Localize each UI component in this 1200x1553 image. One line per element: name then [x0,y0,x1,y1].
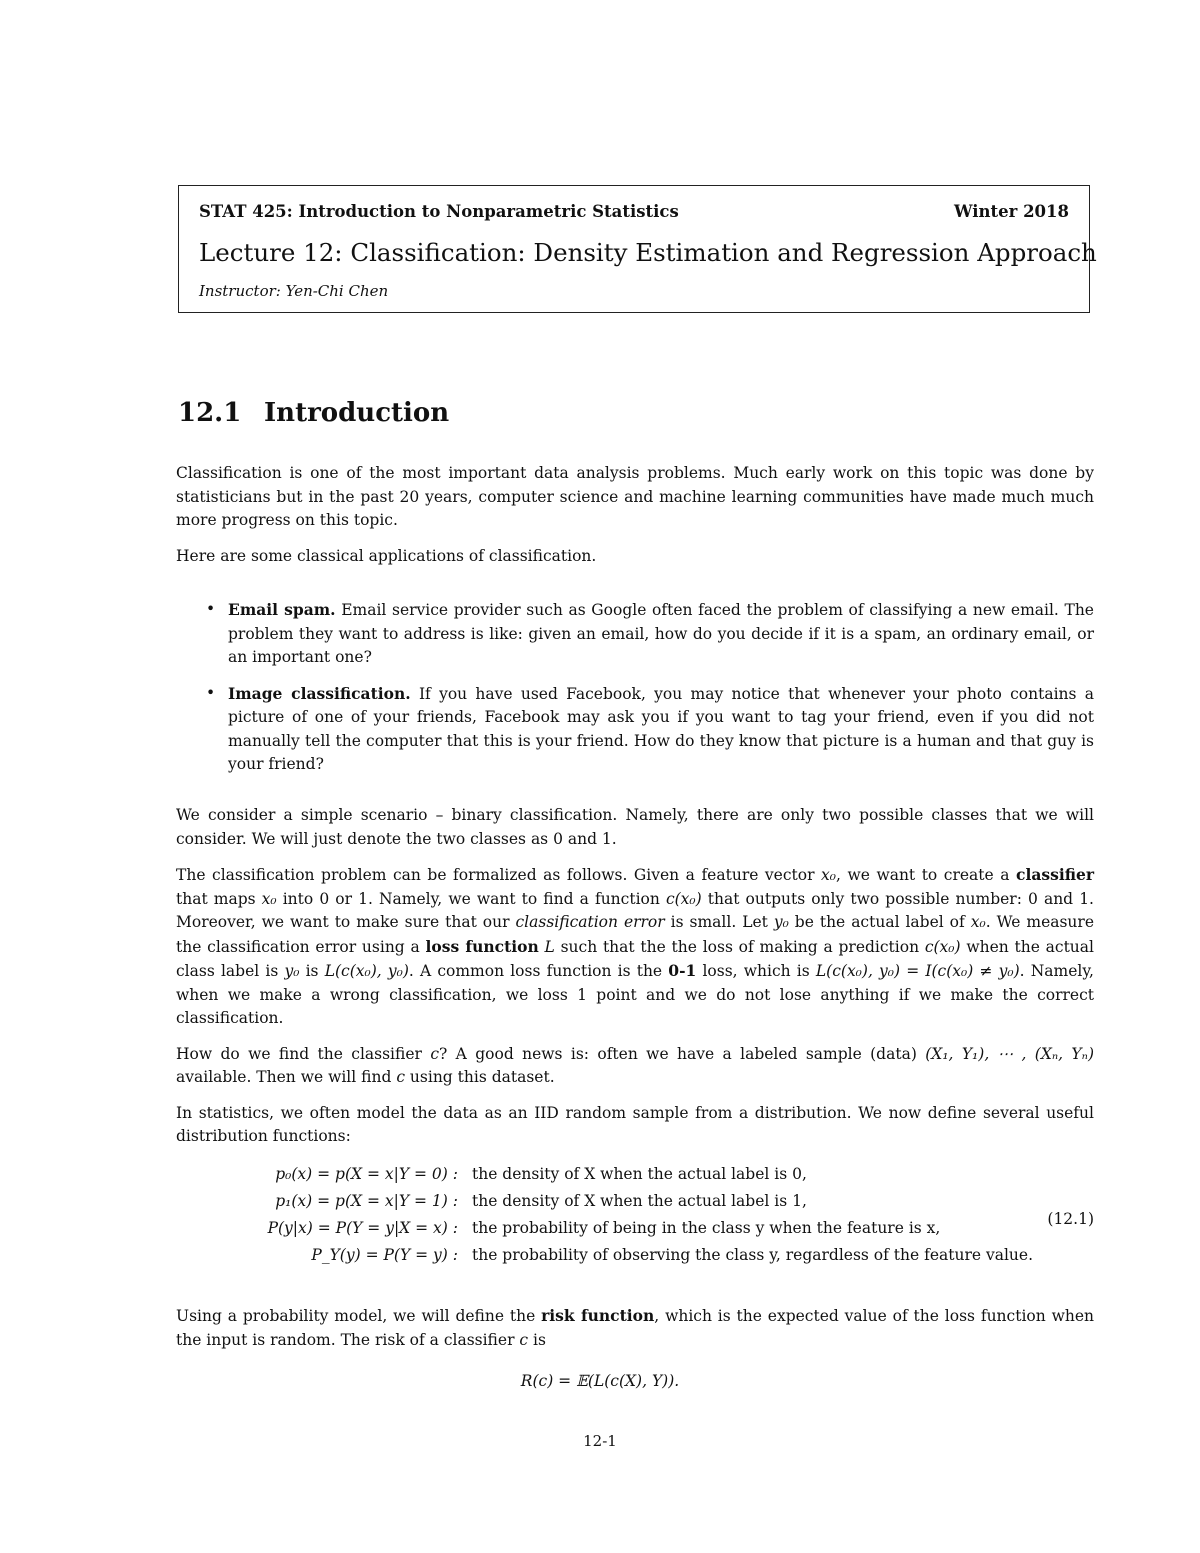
course-title: STAT 425: Introduction to Nonparametric Statistics [199,202,679,221]
risk-equation: R(c) = 𝔼(L(c(X), Y)). [520,1372,680,1390]
paragraph-risk: Using a probability model, we will define the risk function, which is the expected value of the loss function when the input is random. The risk of a classifier c is [176,1306,1094,1349]
equation-rhs: the probability of being in the class y when the feature is x, [472,1219,941,1237]
equation-lhs: p₁(x) = p(X = x|Y = 1) : [275,1192,458,1210]
paragraph-applications: Here are some classical applications of classification. [176,546,597,565]
section-number: 12.1 [178,398,242,428]
equation-row [176,1216,940,1240]
equation-lhs: P(y|x) = P(Y = y|X = x) : [267,1219,458,1237]
instructor-line: Instructor: Yen-Chi Chen [199,282,389,300]
bullet-icon: • [206,600,216,618]
paragraph-intro: Classification is one of the most important data analysis problems. Much early work on this topic was done by statisticians but in the past 20 years, computer science and machine learning communities have made much much more progress on this topic. [176,464,1094,529]
equation-lhs: P_Y(y) = P(Y = y) : [311,1246,458,1264]
equation-number: (12.1) [1047,1210,1094,1228]
bullet-text: If you have used Facebook, you may notice that whenever your photo contains a picture of one of your friends, Facebook may ask you if you want to tag your friend, even if you did not manually tell the computer that this is your friend. How do they know that picture is a human and that guy is your friend? [228,684,1094,773]
section-title: Introduction [264,398,450,428]
equation-row [176,1162,807,1186]
equation-row [176,1189,807,1213]
list-item [206,682,1094,777]
equation-rhs: the density of X when the actual label is 1, [472,1192,807,1210]
paragraph-distributions: In statistics, we often model the data as an IID random sample from a distribution. We now define several useful distribution functions: [176,1103,1094,1145]
risk-paragraph [176,1304,1094,1364]
equation-block [176,1162,1094,1270]
lecture-header-box [178,185,1097,313]
term-label: Winter 2018 [954,202,1069,221]
page-number: 12-1 [583,1432,617,1450]
section-heading [178,398,449,428]
applications-list [206,598,1094,789]
paragraph-binary: We consider a simple scenario – binary classification. Namely, there are only two possible classes that we will consider. We will just denote the two classes as 0 and 1. [176,806,1094,848]
equation-rhs: the probability of observing the class y, regardless of the feature value. [472,1246,1034,1264]
bullet-text: Email service provider such as Google often faced the problem of classifying a new email. The problem they want to address is like: given an email, how do you decide if it is a spam, an ordinary email, or an important one? [228,601,1094,666]
bullet-lead: Email spam. [228,600,336,619]
paragraph-formalization: The classification problem can be formalized as follows. Given a feature vector x₀, we want to create a classifier that maps x₀ into 0 or 1. Namely, we want to find a function c(x₀) that outputs only two possible number: 0 and 1. Moreover, we want to make sure that our classification error is small. Let y₀ be the actual label of x₀. We measure the classification error using a loss function L such that the the loss of making a prediction c(x₀) when the actual class label is y₀ is L(c(x₀), y₀). A common loss function is the 0-1 loss, which is L(c(x₀), y₀) = I(c(x₀) ≠ y₀). Namely, when we make a wrong classification, we loss 1 point and we do not lose anything if we make the correct classification. [176,865,1095,1027]
lecture-title: Lecture 12: Classification: Density Estimation and Regression Approach [199,238,1097,267]
bullet-lead: Image classification. [228,683,411,703]
intro-paragraphs [176,462,1094,580]
bullet-icon: • [206,683,216,702]
main-paragraphs [176,804,1094,1161]
equation-rhs: the density of X when the actual label is 0, [472,1165,807,1183]
list-item [206,598,1094,670]
paragraph-sample: How do we find the classifier c? A good news is: often we have a labeled sample (data) (X₁, Y₁), ⋯ , (Xₙ, Yₙ) available. Then we will find c using this dataset. [176,1044,1094,1086]
equation-row [176,1243,1033,1267]
equation-lhs: p₀(x) = p(X = x|Y = 0) : [275,1165,458,1183]
